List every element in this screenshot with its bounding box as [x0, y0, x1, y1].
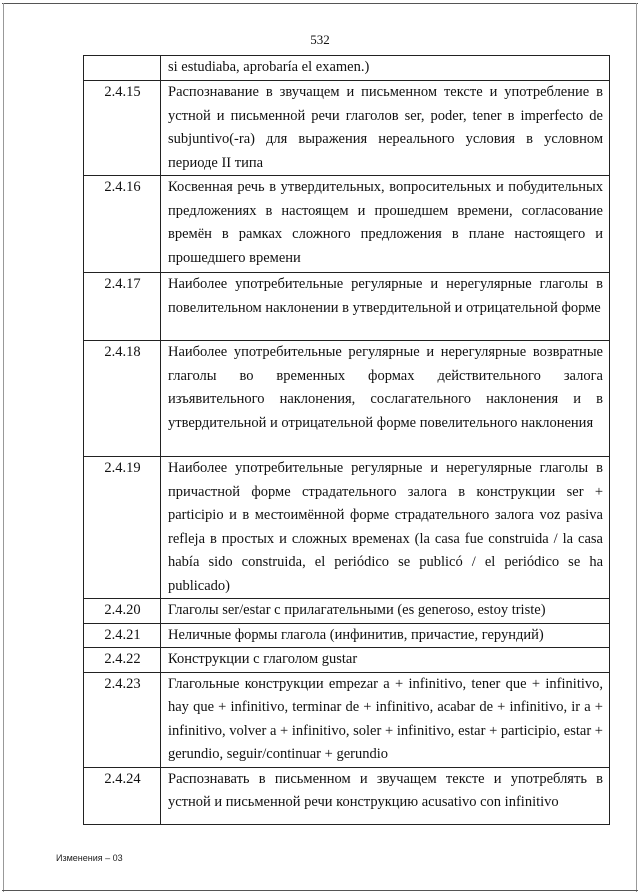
item-code: 2.4.15 — [84, 81, 161, 176]
item-code: 2.4.18 — [84, 341, 161, 457]
item-description: si estudiaba, aprobaría el examen.) — [161, 56, 610, 81]
curriculum-table — [83, 55, 610, 825]
scan-frame-right — [636, 3, 637, 892]
footer-revision: Изменения – 03 — [56, 853, 123, 863]
table-row — [84, 341, 610, 457]
item-code: 2.4.20 — [84, 599, 161, 624]
table-row — [84, 623, 610, 648]
table-body — [84, 56, 610, 825]
item-code: 2.4.16 — [84, 176, 161, 273]
item-code: 2.4.23 — [84, 672, 161, 767]
item-description: Конструкции с глаголом gustar — [161, 648, 610, 673]
item-description: Косвенная речь в утвердительных, вопросительных и побудительных предложениях в настоящем и прошедшем времени, согласование времён в рамках сложного предложения в плане настоящего и прошедшего времени — [161, 176, 610, 273]
table-row — [84, 56, 610, 81]
item-code — [84, 56, 161, 81]
scan-frame-left — [3, 3, 4, 892]
item-description: Наиболее употребительные регулярные и нерегулярные глаголы в причастной форме страдательного залога в конструкции ser + participio и в местоимённой форме страдательного залога voz pasiva refleja в простых и сложных временах (la casa fue construida / la casa había sido construida, el periódico se publicó / el periódico se ha publicado) — [161, 457, 610, 599]
item-description: Неличные формы глагола (инфинитив, причастие, герундий) — [161, 623, 610, 648]
table-row — [84, 273, 610, 341]
item-description: Наиболее употребительные регулярные и нерегулярные возвратные глаголы во временных формах действительного залога изъявительного наклонения, сослагательного наклонения и в утвердительной и отрицательной форме повелительного наклонения — [161, 341, 610, 457]
item-description: Распознавать в письменном и звучащем тексте и употреблять в устной и письменной речи конструкцию acusativo con infinitivo — [161, 767, 610, 824]
scan-frame-bottom — [2, 890, 638, 891]
table-row — [84, 81, 610, 176]
item-code: 2.4.22 — [84, 648, 161, 673]
item-code: 2.4.19 — [84, 457, 161, 599]
scan-frame-top — [2, 3, 638, 4]
item-description: Наиболее употребительные регулярные и нерегулярные глаголы в повелительном наклонении в утвердительной и отрицательной форме — [161, 273, 610, 341]
page-number: 532 — [310, 32, 330, 47]
item-description: Глагольные конструкции empezar a + infinitivo, tener que + infinitivo, hay que + infinitivo, terminar de + infinitivo, acabar de + infinitivo, ir a + infinitivo, volver a + infinitivo, soler + infinitivo, estar + participio, estar + gerundio, seguir/continuar + gerundio — [161, 672, 610, 767]
item-description: Глаголы ser/estar с прилагательными (es generoso, estoy triste) — [161, 599, 610, 624]
item-code: 2.4.17 — [84, 273, 161, 341]
table-row — [84, 176, 610, 273]
item-description: Распознавание в звучащем и письменном тексте и употребление в устной и письменной речи глаголов ser, poder, tener в imperfecto de subjuntivo(-ra) для выражения нереального условия в условном периоде II типа — [161, 81, 610, 176]
item-code: 2.4.21 — [84, 623, 161, 648]
table-row — [84, 457, 610, 599]
table-row — [84, 672, 610, 767]
table-row — [84, 767, 610, 824]
table-row — [84, 599, 610, 624]
table-row — [84, 648, 610, 673]
item-code: 2.4.24 — [84, 767, 161, 824]
